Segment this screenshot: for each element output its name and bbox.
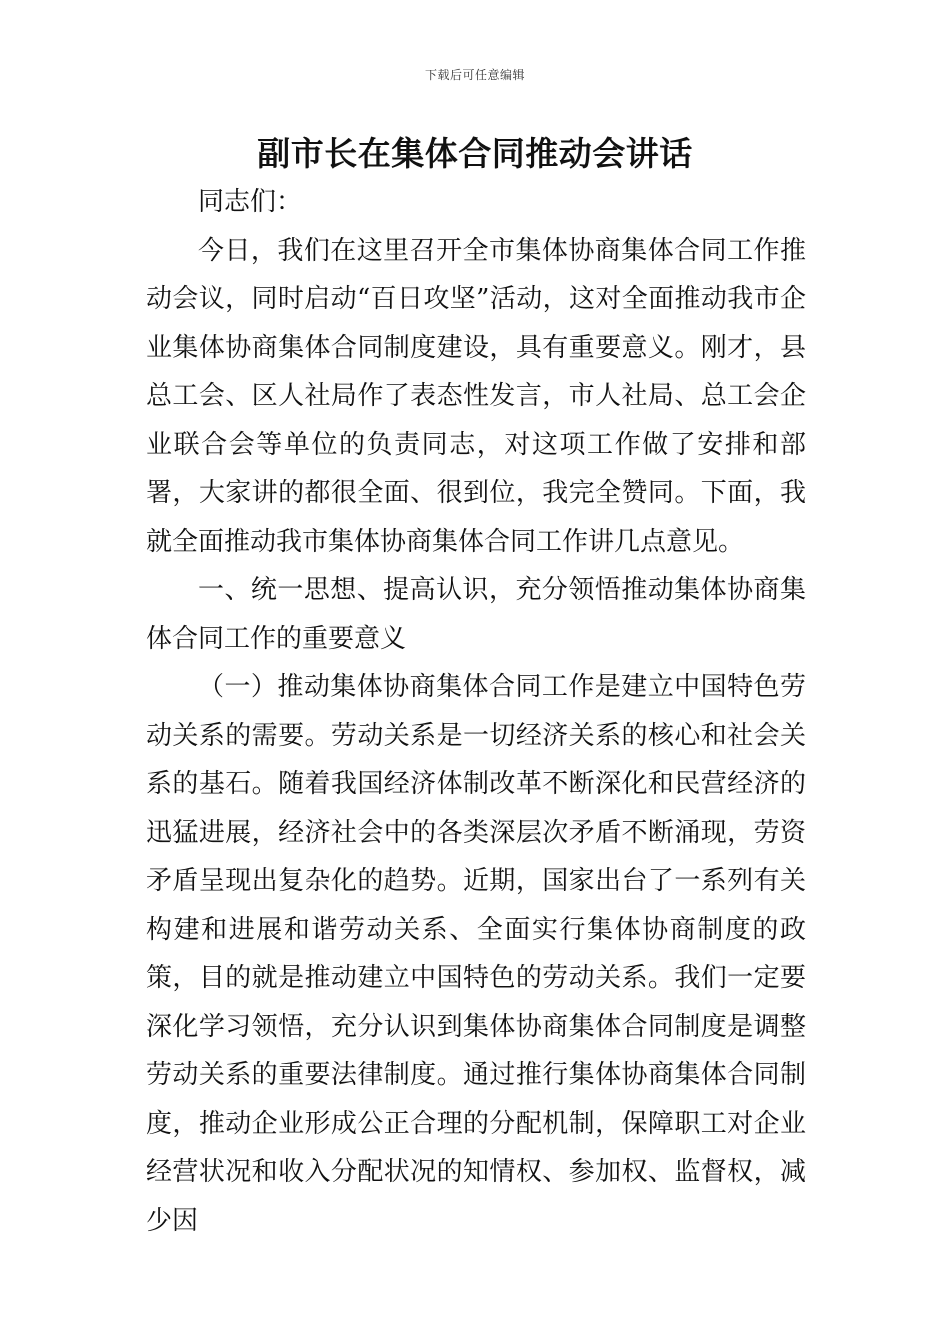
header-note: 下载后可任意编辑 — [424, 68, 525, 82]
document-body — [146, 178, 806, 1245]
paragraph-subsection-1: （一）推动集体协商集体合同工作是建立中国特色劳动关系的需要。劳动关系是一切经济关系的核心和社会关系的基石。随着我国经济体制改革不断深化和民营经济的迅猛进展，经济社会中的各类深层次矛盾不断涌现，劳资矛盾呈现出复杂化的趋势。近期，国家出台了一系列有关构建和进展和谐劳动关系、全面实行集体协商制度的政策，目的就是推动建立中国特色的劳动关系。我们一定要深化学习领悟，充分认识到集体协商集体合同制度是调整劳动关系的重要法律制度。通过推行集体协商集体合同制度，推动企业形成公正合理的分配机制，保障职工对企业经营状况和收入分配状况的知情权、参加权、监督权，减少因 — [146, 672, 806, 1236]
document-title: 副市长在集体合同推动会讲话 — [257, 134, 693, 173]
section-heading-1: 一、统一思想、提高认识，充分领悟推动集体协商集体合同工作的重要意义 — [146, 575, 806, 654]
paragraph-intro: 今日，我们在这里召开全市集体协商集体合同工作推动会议，同时启动“百日攻坚”活动，这对全面推动我市企业集体协商集体合同制度建设，具有重要意义。刚才，县总工会、区人社局作了表态性发言，市人社局、总工会企业联合会等单位的负责同志，对这项工作做了安排和部署，大家讲的都很全面、很到位，我完全赞同。下面，我就全面推动我市集体协商集体合同工作讲几点意见。 — [146, 235, 806, 557]
salutation: 同志们： — [198, 187, 303, 217]
